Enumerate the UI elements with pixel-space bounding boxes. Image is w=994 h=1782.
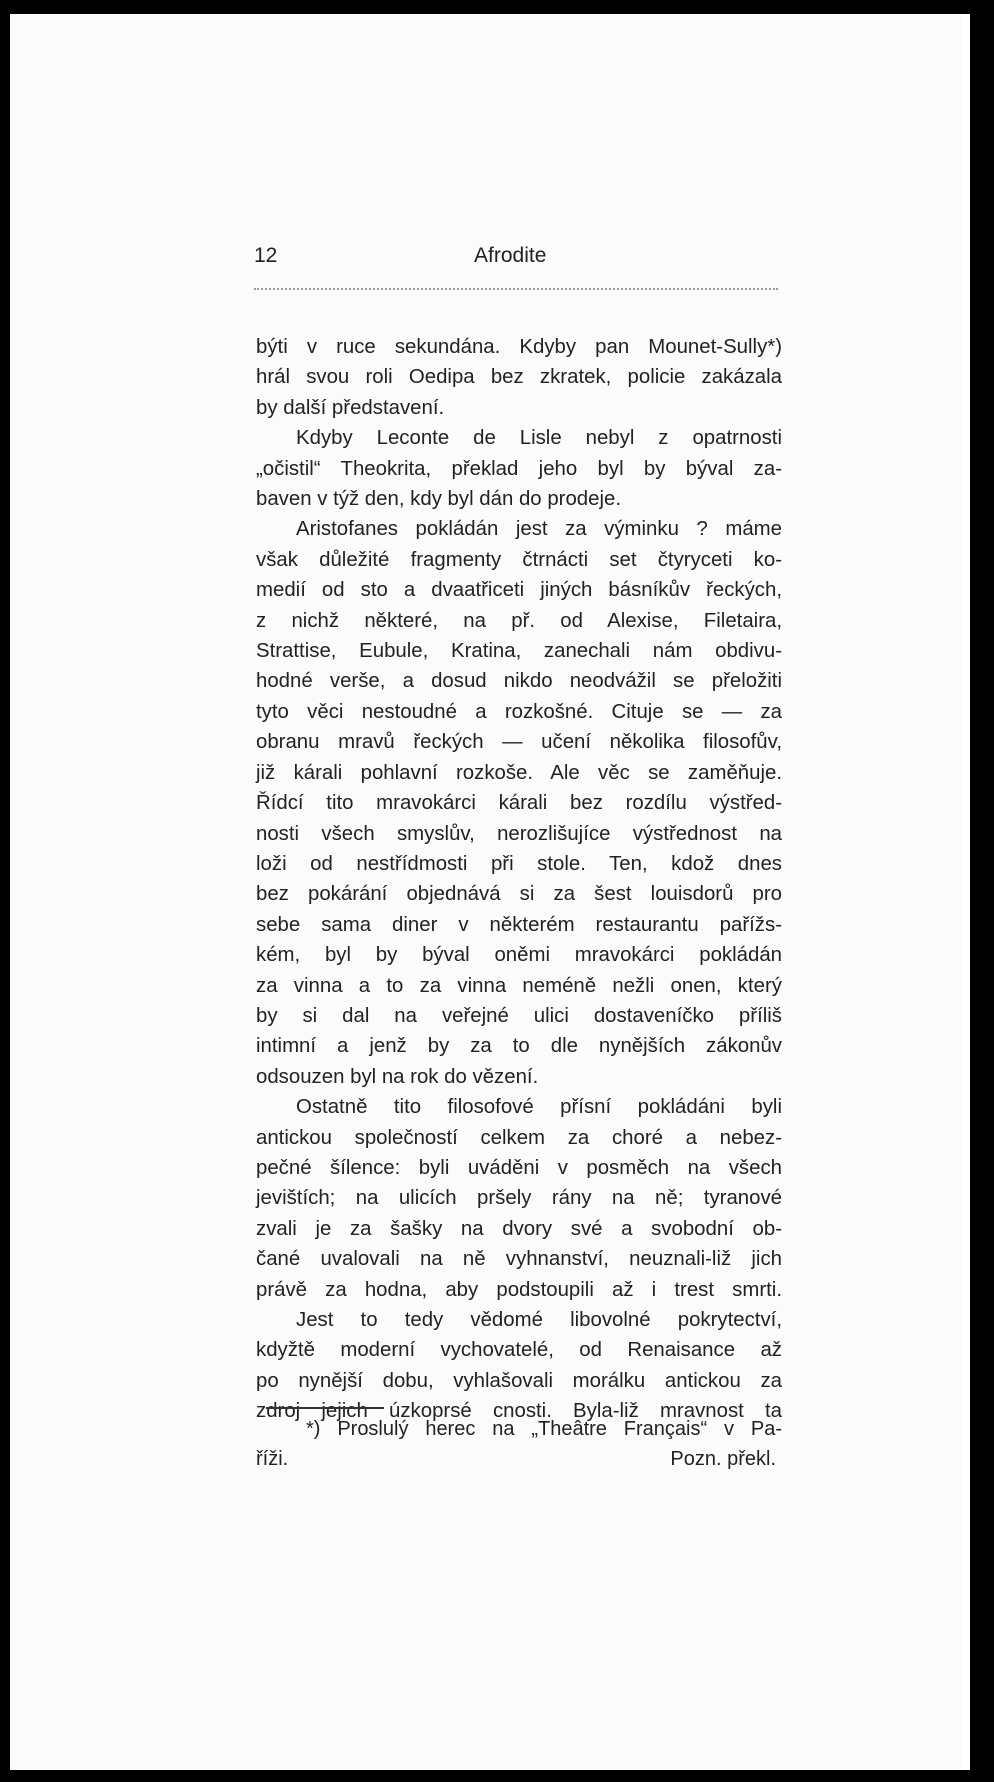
- text-line: jevištích; na ulicích pršely rány na ně; tyranové: [256, 1187, 782, 1210]
- text-line: zvali je za šašky na dvory své a svobodní ob-: [256, 1217, 782, 1240]
- text-line: antickou společností celkem za choré a nebez-: [256, 1126, 782, 1149]
- text-line: loži od nestřídmosti při stole. Ten, kdož dnes: [256, 852, 782, 875]
- footnote-line: *) Proslulý herec na „Theâtre Français“ v Pa-: [306, 1418, 782, 1440]
- footnote-last-row: [256, 1444, 782, 1474]
- text-line: zdroj jejich úzkoprsé cnosti. Byla-liž mravnost ta: [256, 1400, 782, 1423]
- text-line: čané uvalovali na ně vyhnanství, neuznali-liž jich: [256, 1248, 782, 1271]
- text-line: hodné verše, a dosud nikdo neodvážil se přeložiti: [256, 670, 782, 693]
- translator-note: Pozn. překl.: [670, 1448, 776, 1470]
- text-line: nosti všech smyslův, nerozlišujíce výstřednost na: [256, 822, 782, 845]
- text-line: za vinna a to za vinna neméně nežli onen, který: [256, 974, 782, 997]
- text-line: Jest to tedy vědomé libovolné pokrytectví,: [296, 1309, 782, 1331]
- text-line: právě za hodna, aby podstoupili až i trest smrti.: [256, 1278, 782, 1301]
- text-line: z nichž některé, na př. od Alexise, Filetaira,: [256, 609, 782, 632]
- running-title: Afrodite: [474, 244, 547, 267]
- footnote: [256, 1414, 782, 1474]
- text-line: Strattise, Eubule, Kratina, zanechali nám obdivu-: [256, 640, 782, 663]
- text-line: baven v týž den, kdy byl dán do prodeje.: [256, 488, 622, 511]
- text-line: Kdyby Leconte de Lisle nebyl z opatrnosti: [296, 427, 782, 450]
- text-line: obranu mravů řeckých — učení několika filosofův,: [256, 731, 782, 754]
- text-line: Aristofanes pokládán jest za výminku ? máme: [296, 518, 782, 541]
- text-line: „očistil“ Theokrita, překlad jeho byl by býval za-: [256, 457, 782, 480]
- text-line: kém, byl by býval oněmi mravokárci pokládán: [256, 944, 782, 967]
- page-edge: [962, 14, 970, 1770]
- text-line: by další představení.: [256, 396, 445, 419]
- text-line: tyto věci nestoudné a rozkošné. Cituje se — za: [256, 700, 782, 723]
- text-line: odsouzen byl na rok do vězení.: [256, 1065, 539, 1088]
- text-line: Řídcí tito mravokárci kárali bez rozdílu výstřed-: [256, 792, 782, 815]
- body-text: [256, 332, 782, 1427]
- page-number: 12: [254, 244, 278, 267]
- running-head: [254, 244, 782, 274]
- header-rule: [254, 288, 778, 290]
- text-line: hrál svou roli Oedipa bez zkratek, policie zakázala: [256, 366, 782, 389]
- text-line: medií od sto a dvaatřiceti jiných básníkův řeckých,: [256, 579, 782, 602]
- text-line: již kárali pohlavní rozkoše. Ale věc se zaměňuje.: [256, 761, 782, 784]
- text-line: Ostatně tito filosofové přísní pokládáni byli: [296, 1096, 782, 1119]
- text-line: pečné šílence: byli uváděni v posměch na všech: [256, 1156, 782, 1179]
- text-line: kdyžtě moderní vychovatelé, od Renaisance až: [256, 1339, 782, 1362]
- text-line: však důležité fragmenty čtrnácti set čtyryceti ko-: [256, 548, 782, 571]
- text-line: po nynější dobu, vyhlašovali morálku antickou za: [256, 1369, 782, 1392]
- text-line: sebe sama diner v některém restaurantu pařížs-: [256, 913, 782, 936]
- footnote-rule: [266, 1407, 384, 1409]
- footnote-line-end: říži.: [256, 1448, 289, 1470]
- text-line: bez pokárání objednává si za šest louisdorů pro: [256, 883, 782, 906]
- text-line: by si dal na veřejné ulici dostaveníčko příliš: [256, 1004, 782, 1027]
- text-line: býti v ruce sekundána. Kdyby pan Mounet-Sully*): [256, 336, 782, 358]
- text-line: intimní a jenž by za to dle nynějších zákonův: [256, 1035, 782, 1058]
